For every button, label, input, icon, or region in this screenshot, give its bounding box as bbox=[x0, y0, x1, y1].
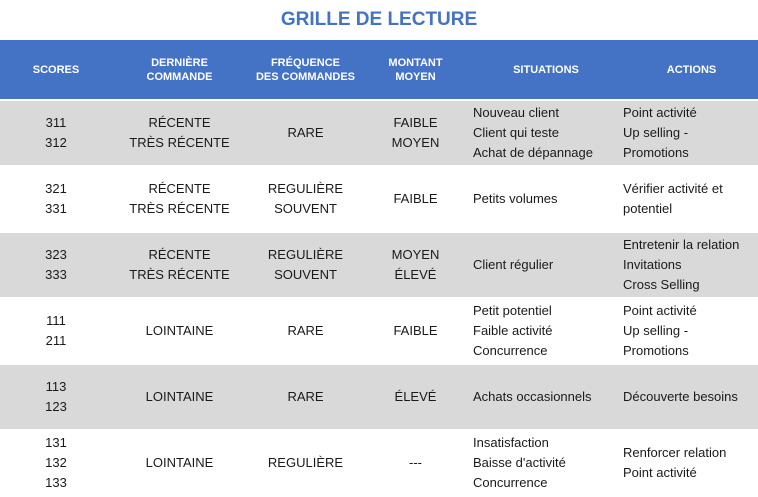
actions-cell bbox=[623, 299, 758, 363]
montant-moyen-cell bbox=[364, 101, 467, 165]
frequence-cell bbox=[247, 299, 364, 363]
cell-line: TRÈS RÉCENTE bbox=[129, 135, 230, 150]
frequence-cell bbox=[247, 365, 364, 429]
table-row bbox=[0, 365, 758, 429]
cell-line: Point activité bbox=[623, 303, 697, 318]
cell-line: LOINTAINE bbox=[145, 455, 214, 470]
actions-cell bbox=[623, 101, 758, 165]
cell-line: Point activité bbox=[623, 465, 697, 480]
cell-line: 111 bbox=[46, 313, 66, 328]
scores-cell bbox=[0, 299, 112, 363]
derniere-commande-cell bbox=[112, 365, 247, 429]
scores-cell bbox=[0, 101, 112, 165]
cell-line: Achat de dépannage bbox=[473, 145, 593, 160]
reading-grid-table bbox=[0, 40, 758, 497]
cell-line: Renforcer relation bbox=[623, 445, 727, 460]
cell-line: Achats occasionnels bbox=[473, 389, 592, 404]
derniere-commande-cell bbox=[112, 167, 247, 231]
cell-line: --- bbox=[409, 455, 422, 470]
cell-line: 131 bbox=[45, 435, 67, 450]
cell-line: 211 bbox=[45, 333, 67, 348]
montant-moyen-cell bbox=[364, 431, 467, 495]
scores-cell bbox=[0, 365, 112, 429]
cell-line: Vérifier activité et bbox=[623, 181, 723, 196]
cell-line: RARE bbox=[287, 389, 324, 404]
situations-cell bbox=[473, 101, 625, 165]
cell-line: Up selling - bbox=[623, 323, 689, 338]
scores-cell bbox=[0, 233, 112, 297]
cell-line: RÉCENTE bbox=[148, 115, 211, 130]
cell-line: Promotions bbox=[623, 343, 689, 358]
cell-line: MOYEN bbox=[391, 247, 440, 262]
cell-line: Up selling - bbox=[623, 125, 689, 140]
cell-line: RÉCENTE bbox=[148, 181, 211, 196]
cell-line: Baisse d'activité bbox=[473, 455, 566, 470]
table-header bbox=[0, 40, 758, 99]
montant-moyen-cell bbox=[364, 167, 467, 231]
situations-cell bbox=[473, 365, 625, 429]
cell-line: Point activité bbox=[623, 105, 697, 120]
cell-line: Entretenir la relation bbox=[623, 237, 740, 252]
cell-line: Concurrence bbox=[473, 343, 548, 358]
actions-cell bbox=[623, 233, 758, 297]
scores-cell bbox=[0, 431, 112, 495]
cell-line: TRÈS RÉCENTE bbox=[129, 267, 230, 282]
header-situations: SITUATIONS bbox=[513, 63, 579, 76]
scores-cell bbox=[0, 167, 112, 231]
cell-line: FAIBLE bbox=[393, 323, 438, 338]
header-montant-moyen: MONTANT MOYEN bbox=[388, 56, 443, 83]
cell-line: Client régulier bbox=[473, 257, 554, 272]
cell-line: 132 bbox=[45, 455, 67, 470]
page-title: GRILLE DE LECTURE bbox=[280, 9, 478, 30]
table-row bbox=[0, 233, 758, 297]
cell-line: Nouveau client bbox=[473, 105, 559, 120]
cell-line: Faible activité bbox=[473, 323, 553, 338]
cell-line: RARE bbox=[287, 125, 324, 140]
cell-line: Insatisfaction bbox=[473, 435, 549, 450]
frequence-cell bbox=[247, 167, 364, 231]
cell-line: Client qui teste bbox=[473, 125, 559, 140]
situations-cell bbox=[473, 233, 625, 297]
cell-line: 333 bbox=[45, 267, 67, 282]
cell-line: REGULIÈRE bbox=[267, 455, 344, 470]
derniere-commande-cell bbox=[112, 233, 247, 297]
cell-line: RÉCENTE bbox=[148, 247, 211, 262]
table-row bbox=[0, 299, 758, 363]
frequence-cell bbox=[247, 233, 364, 297]
montant-moyen-cell bbox=[364, 233, 467, 297]
table-row bbox=[0, 167, 758, 231]
cell-line: Invitations bbox=[623, 257, 682, 272]
cell-line: MOYEN bbox=[391, 135, 440, 150]
cell-line: RARE bbox=[287, 323, 324, 338]
cell-line: Concurrence bbox=[473, 475, 548, 490]
cell-line: 331 bbox=[45, 201, 67, 216]
frequence-cell bbox=[247, 431, 364, 495]
situations-cell bbox=[473, 167, 625, 231]
table-row bbox=[0, 101, 758, 165]
derniere-commande-cell bbox=[112, 299, 247, 363]
cell-line: ÉLEVÉ bbox=[394, 267, 437, 282]
cell-line: 312 bbox=[45, 135, 67, 150]
cell-line: SOUVENT bbox=[274, 201, 337, 216]
cell-line: Cross Selling bbox=[623, 277, 700, 292]
cell-line: 123 bbox=[45, 399, 67, 414]
header-scores: SCORES bbox=[32, 63, 80, 76]
cell-line: FAIBLE bbox=[393, 115, 438, 130]
cell-line: 113 bbox=[45, 379, 67, 394]
cell-line: LOINTAINE bbox=[145, 323, 214, 338]
header-actions: ACTIONS bbox=[666, 63, 717, 76]
situations-cell bbox=[473, 299, 625, 363]
cell-line: FAIBLE bbox=[393, 191, 438, 206]
cell-line: Promotions bbox=[623, 145, 689, 160]
montant-moyen-cell bbox=[364, 299, 467, 363]
actions-cell bbox=[623, 365, 758, 429]
cell-line: 311 bbox=[45, 115, 67, 130]
cell-line: ÉLEVÉ bbox=[394, 389, 437, 404]
cell-line: Petit potentiel bbox=[473, 303, 552, 318]
derniere-commande-cell bbox=[112, 431, 247, 495]
cell-line: Petits volumes bbox=[473, 191, 558, 206]
situations-cell bbox=[473, 431, 625, 495]
cell-line: REGULIÈRE bbox=[267, 247, 344, 262]
cell-line: TRÈS RÉCENTE bbox=[129, 201, 230, 216]
cell-line: Découverte besoins bbox=[623, 389, 738, 404]
cell-line: LOINTAINE bbox=[145, 389, 214, 404]
table-row bbox=[0, 431, 758, 495]
cell-line: SOUVENT bbox=[274, 267, 337, 282]
header-frequence: FRÉQUENCE DES COMMANDES bbox=[255, 56, 355, 83]
cell-line: REGULIÈRE bbox=[267, 181, 344, 196]
cell-line: potentiel bbox=[623, 201, 673, 216]
frequence-cell bbox=[247, 101, 364, 165]
cell-line: 133 bbox=[45, 475, 67, 490]
montant-moyen-cell bbox=[364, 365, 467, 429]
derniere-commande-cell bbox=[112, 101, 247, 165]
actions-cell bbox=[623, 431, 758, 495]
actions-cell bbox=[623, 167, 758, 231]
cell-line: 323 bbox=[45, 247, 67, 262]
header-derniere-commande: DERNIÈRE COMMANDE bbox=[146, 56, 213, 83]
cell-line: 321 bbox=[45, 181, 67, 196]
